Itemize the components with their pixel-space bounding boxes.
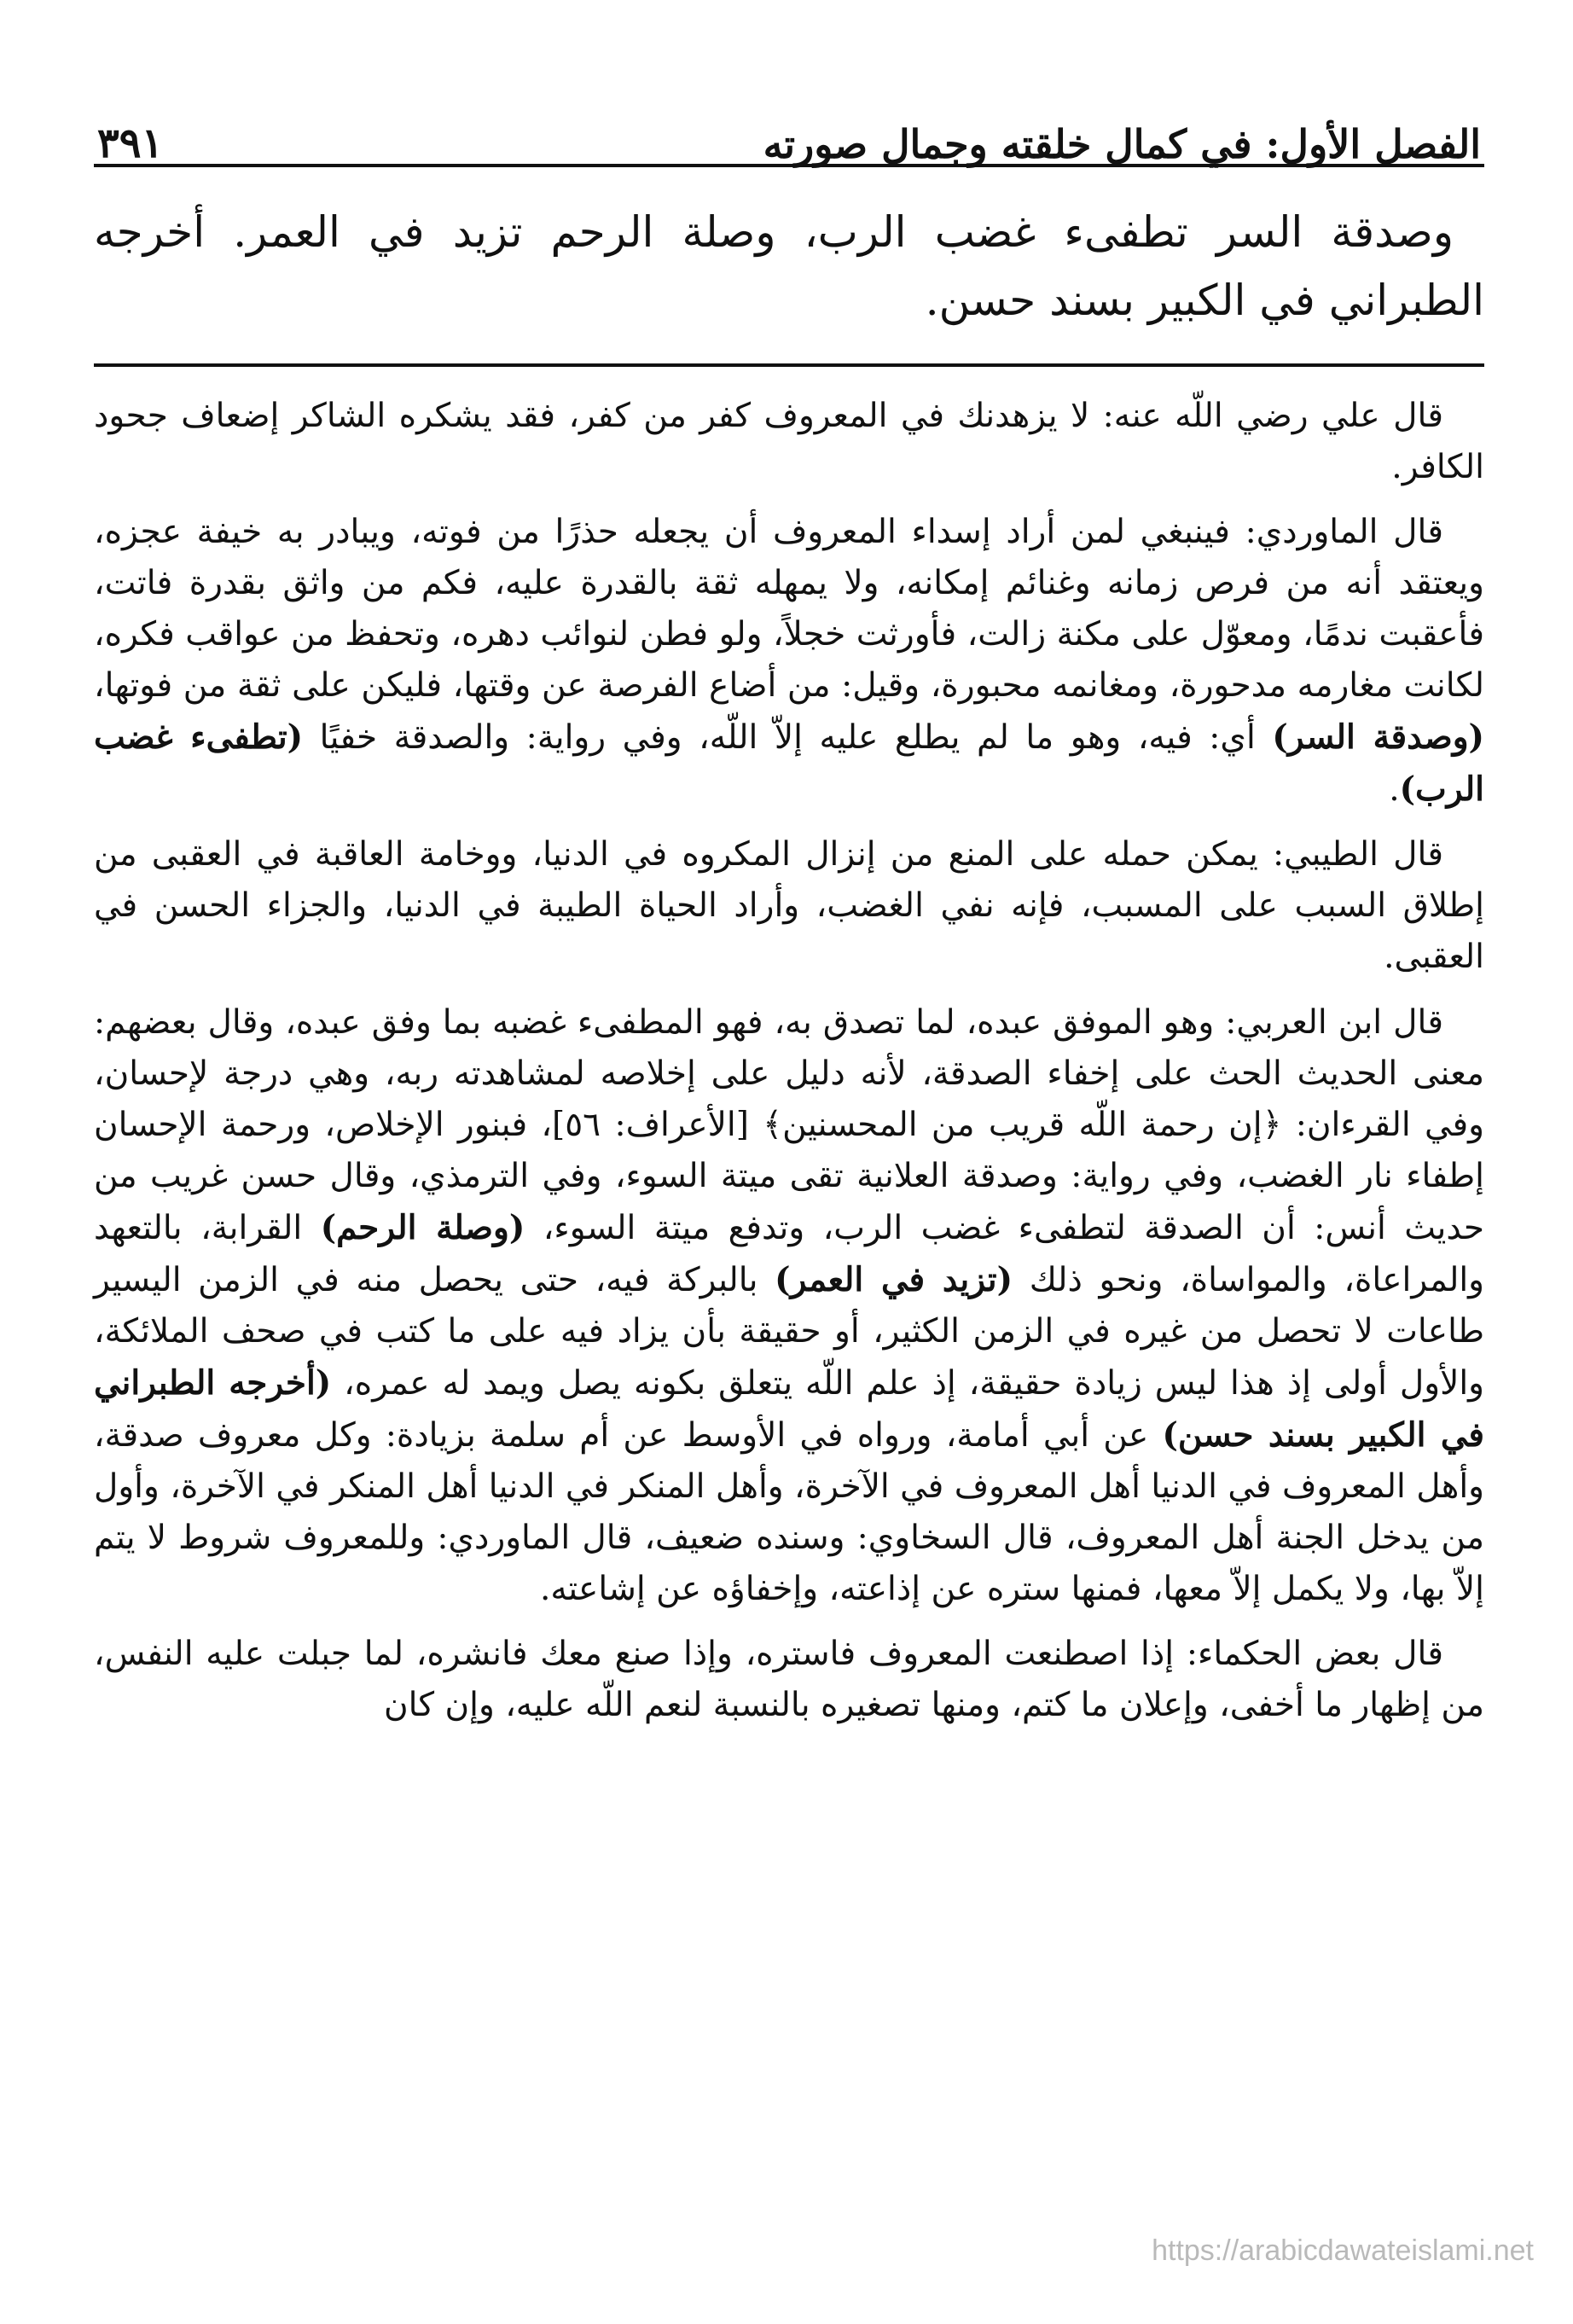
commentary-paragraph-3: قال الطيبي: يمكن حمله على المنع من إنزال المكروه في الدنيا، ووخامة العاقبة في العقبى من إطلاق السبب على المسبب، فإنه نفي الغضب، وأراد الحياة الطيبة في الدنيا، والجزاء الحسن في العقبى.: [94, 835, 1484, 977]
chapter-title: الفصل الأول: في كمال خلقته وجمال صورته: [763, 121, 1481, 167]
quoted-hadith-phrase: (وصدقة السر): [1272, 718, 1484, 758]
paragraph-text: قال ابن العربي: وهو الموفق عبده، لما تصدق به، فهو المطفىء غضبه بما وفق عبده، وقال بعضهم: معنى الحديث الحث على إخفاء الصدقة، لأنه دليل على إخلاصه لمشاهدته ربه، وهي درجة لإحسان، وفي القرءان: ﴿إن رحمة اللّه قريب من المحسنين﴾ [الأعراف: ٥٦]، فبنور الإخلاص، ورحمة الإحسان إطفاء نار الغضب، وفي رواية: وصدقة العلانية تقى ميتة السوء، وفي الترمذي، وقال حسن غريب من حديث أنس: أن الصدقة لتطفىء غضب الرب، وتدفع ميتة السوء،: [94, 1002, 1484, 1247]
paragraph-text: قال الماوردي: فينبغي لمن أراد إسداء المعروف أن يجعله حذرًا من فوته، ويبادر به خيفة عجزه، ويعتقد أنه من فرص زمانه وغنائم إمكانه، ولا يمهله ثقة بالقدرة عليه، فكم من واثق بقدرة فاتت، فأعقبت ندمًا، ومعوّل على مكنة زالت، فأورثت خجلاً، ولو فطن لنوائب دهره، وتحفظ من عواقب فكره، لكانت مغارمه مدحورة، ومغانمه محبورة، وقيل: من أضاع الفرصة عن وقتها، فليكن على ثقة من فوتها،: [94, 513, 1484, 706]
quoted-hadith-phrase: (تطفىء غضب الرب): [94, 718, 1484, 810]
paragraph-text: بالبركة فيه، حتى يحصل منه في الزمن اليسير طاعات لا تحصل من غيره في الزمن الكثير، أو حقيقة بأن يزاد فيه على ما كتب في صحف الملائكة، والأول أولى إذ هذا ليس زيادة حقيقة، إذ علم اللّه يتعلق بكونه يصل ويمد له عمره،: [94, 1260, 1484, 1403]
commentary-paragraph-4: [94, 997, 1484, 1616]
page-number: ٣٩١: [97, 119, 164, 167]
paragraph-text: أي: فيه، وهو ما لم يطلع عليه إلاّ اللّه، وفي رواية: والصدقة خفيًا: [303, 718, 1273, 758]
hadith-text: وصدقة السر تطفىء غضب الرب، وصلة الرحم تزيد في العمر. أخرجه الطبراني في الكبير بسند حسن.: [94, 207, 1484, 325]
quoted-hadith-phrase: (أخرجه الطبراني في الكبير بسند حسن): [94, 1362, 1484, 1455]
quoted-hadith-phrase: (وصلة الرحم): [320, 1207, 525, 1247]
commentary-paragraph-5: قال بعض الحكماء: إذا اصطنعت المعروف فاستره، وإذا صنع معك فانشره، لما جبلت عليه النفس، من إظهار ما أخفى، وإعلان ما كتم، ومنها تصغيره بالنسبة لنعم اللّه عليه، وإن كان: [94, 1635, 1484, 1725]
paragraph-text: القرابة، بالتعهد والمراعاة، والمواساة، ونحو ذلك: [94, 1208, 1484, 1299]
book-page: [94, 85, 1484, 2286]
commentary-paragraph-1: قال علي رضي اللّه عنه: لا يزهدنك في المعروف كفر من كفر، فقد يشكره الشاكر إضعاف جحود الكافر.: [94, 397, 1484, 487]
commentary-body: [94, 391, 1484, 1731]
paragraph-text: .: [1389, 770, 1400, 810]
watermark-url: https://arabicdawateislami.net: [1152, 2234, 1534, 2267]
quoted-hadith-phrase: (تزيد في العمر): [775, 1259, 1013, 1299]
running-header: [94, 85, 1484, 167]
separator-rule: [94, 363, 1484, 367]
commentary-paragraph-2: [94, 507, 1484, 816]
paragraph-text: عن أبي أمامة، ورواه في الأوسط عن أم سلمة بزيادة: وكل معروف صدقة، وأهل المعروف في الدنيا أهل المعروف في الآخرة، وأهل المنكر في الدنيا أهل المنكر في الآخرة، وأول من يدخل الجنة أهل المعروف، قال السخاوي: وسنده ضعيف، قال الماوردي: وللمعروف شروط لا يتم إلاّ بها، ولا يكمل إلاّ معها، فمنها ستره عن إذاعته، وإخفاؤه عن إشاعته.: [94, 1415, 1484, 1609]
